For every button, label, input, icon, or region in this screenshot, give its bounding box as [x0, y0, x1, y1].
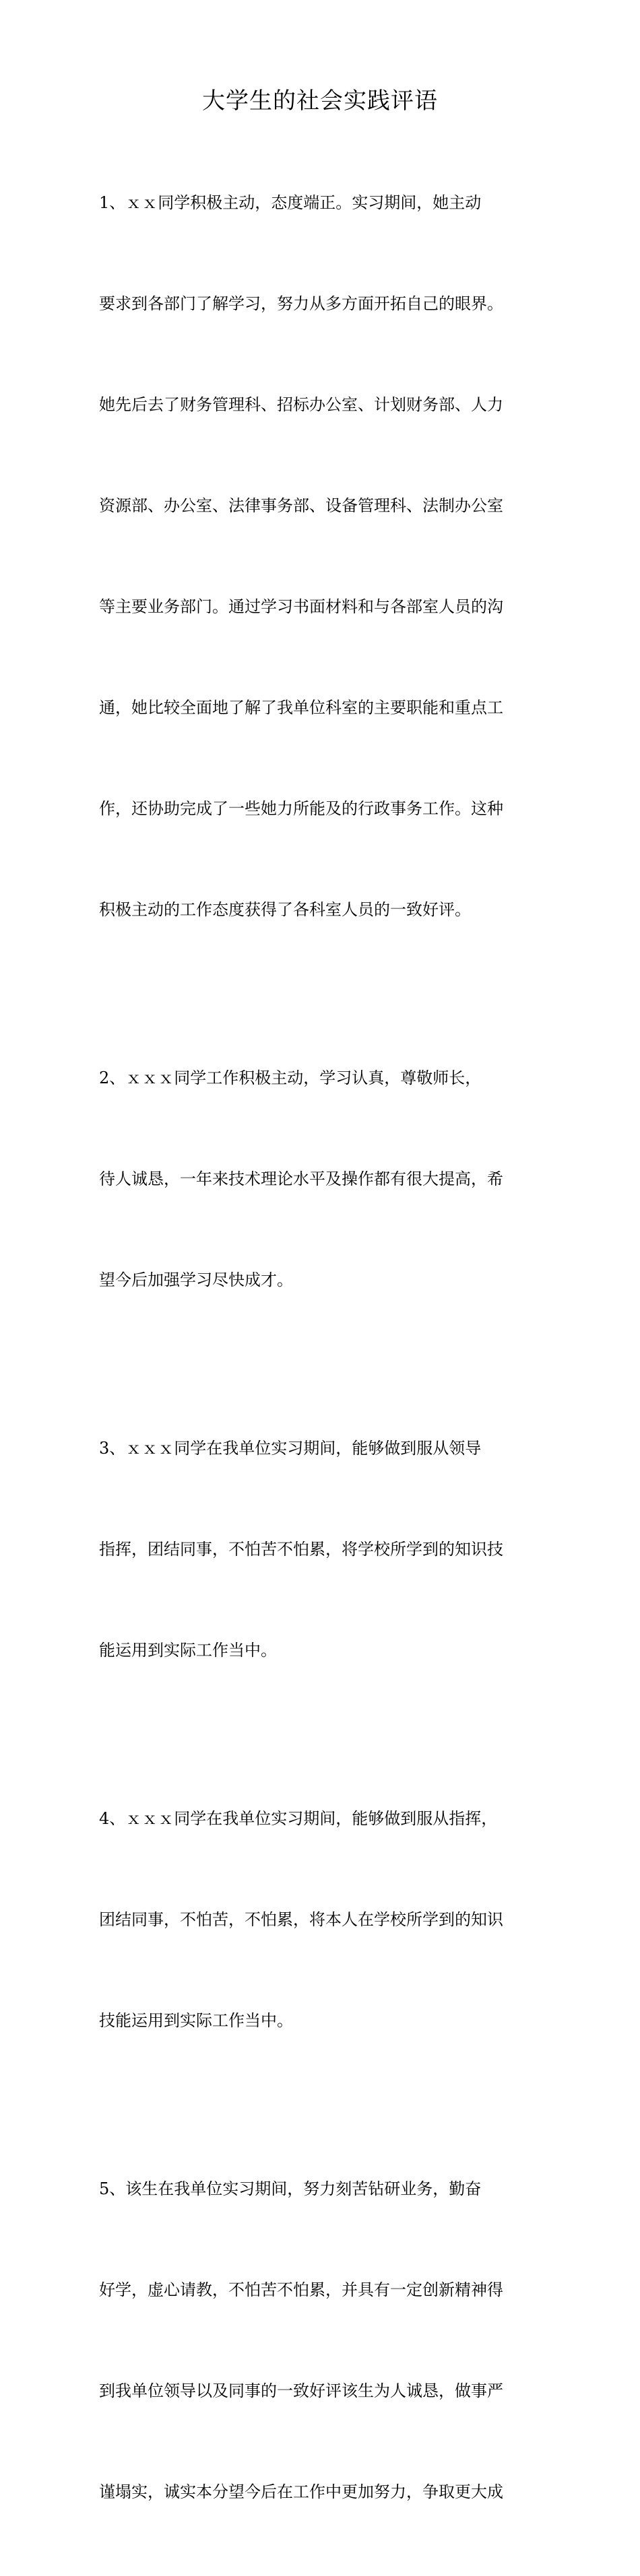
text-line: 望今后加强学习尽快成才。 — [99, 1270, 293, 1289]
document-title: 大学生的社会实践评语 — [202, 88, 438, 114]
paragraph-5 — [99, 2105, 557, 2576]
text-line: 团结同事，不怕苦，不怕累，将本人在学校所学到的知识 — [99, 1910, 503, 1929]
text-line: 积极主动的工作态度获得了各科室人员的一致好评。 — [99, 900, 471, 919]
text-line: 通，她比较全面地了解了我单位科室的主要职能和重点工 — [99, 698, 503, 717]
text-line: 2、ｘｘｘ同学工作积极主动，学习认真，尊敬师长， — [99, 1069, 482, 1087]
text-line: 1、ｘｘ同学积极主动，态度端正。实习期间，她主动 — [99, 193, 482, 212]
text-line: 3、ｘｘｘ同学在我单位实习期间，能够做到服从领导 — [99, 1439, 482, 1458]
text-line: 要求到各部门了解学习，努力从多方面开拓自己的眼界。 — [99, 294, 503, 313]
text-line: 到我单位领导以及同事的一致好评该生为人诚恳，做事严 — [99, 2381, 503, 2400]
paragraph-1 — [99, 118, 557, 994]
paragraph-3 — [99, 1364, 557, 1734]
text-line: 待人诚恳，一年来技术理论水平及操作都有很大提高，希 — [99, 1170, 503, 1188]
text-line: 等主要业务部门。通过学习书面材料和与各部室人员的沟 — [99, 597, 503, 616]
paragraph-4 — [99, 1734, 557, 2105]
text-line: 5、该生在我单位实习期间，努力刻苦钻研业务，勤奋 — [99, 2179, 482, 2198]
text-line: 技能运用到实际工作当中。 — [99, 2011, 293, 2030]
text-line: 资源部、办公室、法律事务部、设备管理科、法制办公室 — [99, 496, 503, 515]
text-line: 能运用到实际工作当中。 — [99, 1641, 277, 1660]
text-line: 谨塌实，诚实本分望今后在工作中更加努力，争取更大成 — [99, 2482, 503, 2501]
text-line: 作，还协助完成了一些她力所能及的行政事务工作。这种 — [99, 799, 503, 818]
document-body — [99, 118, 557, 2576]
text-line: 指挥，团结同事，不怕苦不怕累，将学校所学到的知识技 — [99, 1540, 503, 1559]
text-line: 她先后去了财务管理科、招标办公室、计划财务部、人力 — [99, 395, 503, 414]
paragraph-2 — [99, 994, 557, 1364]
text-line: 好学，虚心请教，不怕苦不怕累，并具有一定创新精神得 — [99, 2280, 503, 2299]
text-line: 4、ｘｘｘ同学在我单位实习期间，能够做到服从指挥， — [99, 1809, 498, 1828]
